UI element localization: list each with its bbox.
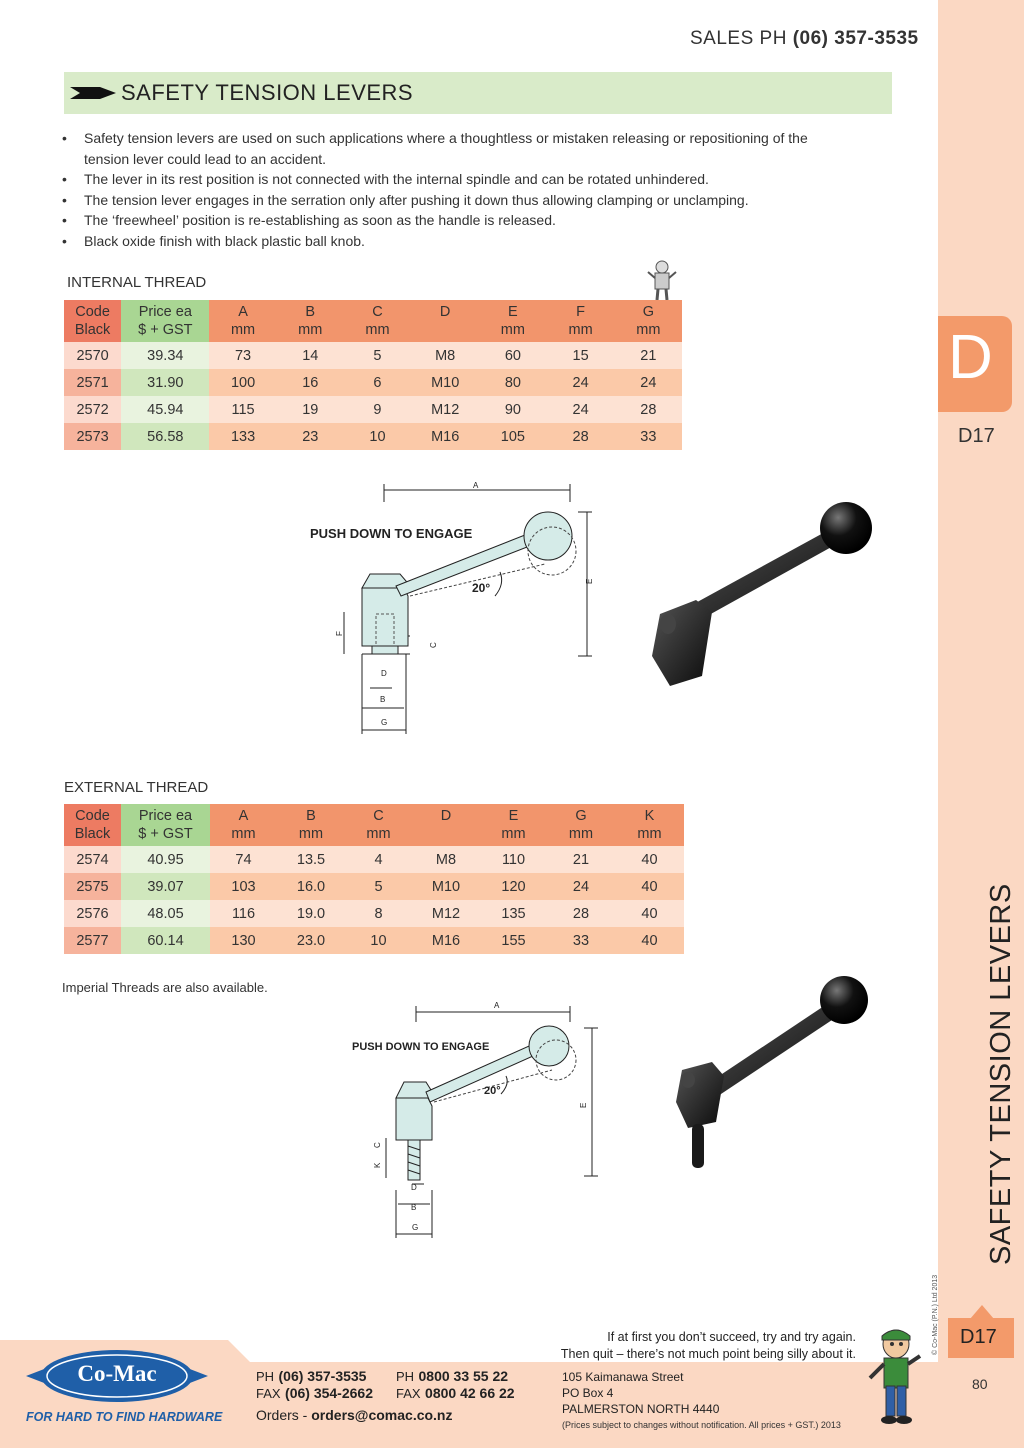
column-header: [344, 300, 411, 342]
mascot-small-icon: [646, 258, 678, 302]
header-unit: mm: [365, 322, 390, 338]
table-cell: 23: [277, 423, 344, 450]
dim-a: A: [473, 481, 479, 490]
header-unit: mm: [298, 322, 323, 338]
tab-pointer: [970, 1305, 994, 1319]
table-cell: M8: [412, 846, 480, 873]
header-label: B: [306, 808, 316, 824]
sales-phone-header: [690, 28, 919, 50]
fax2-label: FAX: [396, 1386, 421, 1401]
column-header: [210, 804, 277, 846]
table-cell: 5: [345, 873, 412, 900]
header-label: A: [238, 304, 248, 320]
feature-item: • The lever in its rest position is not connected with the internal spindle and can be rotated unhindered.: [62, 169, 832, 190]
lever-photo-internal: [640, 496, 880, 696]
logo-text: Co-Mac: [77, 1361, 157, 1386]
column-header: [345, 804, 412, 846]
page-code-bottom: D17: [960, 1326, 997, 1348]
dim-a-2: A: [494, 1001, 500, 1010]
table-cell: M12: [412, 900, 480, 927]
table-cell: 2571: [64, 369, 121, 396]
column-header: [277, 300, 344, 342]
address-line-2: PO Box 4: [562, 1386, 614, 1400]
phone-number: (06) 357-3535: [278, 1368, 367, 1384]
table-cell: 115: [209, 396, 276, 423]
table-cell: 15: [546, 342, 614, 369]
angle-label-2: 20°: [484, 1085, 501, 1097]
header-unit: mm: [298, 826, 324, 842]
dim-b: B: [380, 695, 386, 704]
table-cell: 24: [547, 873, 615, 900]
dim-c-2: C: [373, 1142, 382, 1148]
table-cell: 21: [615, 342, 682, 369]
table-cell: 2576: [64, 900, 121, 927]
table-cell: 31.90: [121, 369, 209, 396]
column-header: [277, 804, 345, 846]
table-cell: 80: [479, 369, 546, 396]
table-cell: 2570: [64, 342, 121, 369]
table-cell: 130: [210, 927, 277, 954]
table-cell: 2577: [64, 927, 121, 954]
header-unit: mm: [230, 322, 256, 338]
dim-g: G: [381, 718, 388, 727]
table-cell: M8: [411, 342, 479, 369]
internal-thread-table: [64, 300, 682, 450]
header-unit: $ + GST: [138, 826, 193, 842]
column-header: [615, 804, 684, 846]
header-unit: mm: [636, 322, 661, 338]
table-cell: M12: [411, 396, 479, 423]
header-unit: $ + GST: [138, 322, 193, 338]
internal-thread-label: INTERNAL THREAD: [67, 274, 207, 291]
push-down-label: PUSH DOWN TO ENGAGE: [310, 526, 473, 541]
column-header: [64, 300, 121, 342]
fax-line-2: [396, 1385, 515, 1403]
header-unit: mm: [501, 826, 526, 842]
table-cell: 14: [277, 342, 344, 369]
table-cell: 155: [480, 927, 547, 954]
header-label: D: [439, 304, 451, 320]
dim-f: F: [335, 631, 344, 636]
feature-item: • Black oxide finish with black plastic ball knob.: [62, 231, 832, 252]
table-cell: 13.5: [277, 846, 345, 873]
feature-item: • The tension lever engages in the serration only after pushing it down thus allowing clamping or unclamping.: [62, 190, 832, 211]
table-cell: 16.0: [277, 873, 345, 900]
internal-thread-diagram: [300, 476, 594, 740]
table-cell: 19.0: [277, 900, 345, 927]
table-cell: 120: [480, 873, 547, 900]
page-title: SAFETY TENSION LEVERS: [121, 80, 414, 105]
page-number: 80: [972, 1376, 988, 1392]
external-thread-diagram: [346, 994, 608, 1240]
table-cell: 24: [546, 396, 614, 423]
external-thread-table: [64, 804, 684, 954]
table-cell: 40: [615, 873, 684, 900]
table-cell: 73: [209, 342, 276, 369]
fax-number: (06) 354-2662: [285, 1385, 373, 1401]
table-cell: 39.07: [121, 873, 210, 900]
header-unit: Black: [74, 322, 111, 338]
table-row: [64, 396, 682, 423]
table-row: [64, 342, 682, 369]
table-cell: 105: [479, 423, 546, 450]
header-unit: Black: [74, 826, 111, 842]
column-header: [411, 300, 479, 342]
quote-line-2: Then quit – there’s not much point being silly about it.: [560, 1347, 856, 1361]
table-cell: 110: [480, 846, 547, 873]
table-cell: 5: [344, 342, 411, 369]
sales-phone: (06) 357-3535: [792, 28, 919, 49]
table-cell: 2572: [64, 396, 121, 423]
quote-line-1: If at first you don’t succeed, try and try again.: [607, 1330, 856, 1344]
column-header: [121, 300, 209, 342]
header-label: C: [372, 304, 383, 320]
table-cell: M16: [412, 927, 480, 954]
table-cell: 116: [210, 900, 277, 927]
orders-label: Orders -: [256, 1407, 312, 1423]
dim-k-2: K: [373, 1162, 382, 1168]
column-header: [412, 804, 480, 846]
table-cell: M10: [412, 873, 480, 900]
header-label: Price ea: [138, 304, 192, 320]
free-fax-number: 0800 42 66 22: [425, 1385, 515, 1401]
dim-d: D: [381, 669, 387, 678]
table-row: [64, 369, 682, 396]
header-label: E: [508, 304, 518, 320]
header-unit: mm: [500, 322, 525, 338]
header-unit: mm: [568, 322, 593, 338]
table-cell: 28: [547, 900, 615, 927]
table-cell: 60.14: [121, 927, 210, 954]
header-unit: mm: [366, 826, 391, 842]
orders-line: [256, 1407, 453, 1425]
table-row: [64, 900, 684, 927]
dim-b-2: B: [411, 1203, 417, 1212]
table-cell: 2575: [64, 873, 121, 900]
section-letter: D: [948, 323, 993, 392]
header-unit: [411, 321, 479, 339]
copyright-text: © Co-Mac (P.N.) Ltd 2013: [932, 1274, 939, 1355]
table-cell: 74: [210, 846, 277, 873]
address-line-1: 105 Kaimanawa Street: [562, 1370, 684, 1384]
address: [562, 1369, 841, 1433]
arrow-icon: [70, 84, 116, 102]
column-header: [615, 300, 682, 342]
address-line-3: PALMERSTON NORTH 4440: [562, 1402, 720, 1416]
column-header: [546, 300, 614, 342]
header-label: E: [508, 808, 519, 824]
header-label: G: [575, 808, 587, 824]
table-cell: M16: [411, 423, 479, 450]
table-cell: 10: [344, 423, 411, 450]
freephone-number: 0800 33 55 22: [418, 1368, 509, 1384]
table-cell: 60: [479, 342, 546, 369]
table-cell: 33: [547, 927, 615, 954]
table-cell: 19: [277, 396, 344, 423]
ph-label: PH: [256, 1369, 275, 1384]
table-cell: 48.05: [121, 900, 210, 927]
table-cell: 6: [344, 369, 411, 396]
header-label: K: [644, 808, 655, 824]
column-header: [209, 300, 276, 342]
table-row: [64, 927, 684, 954]
column-header: [64, 804, 121, 846]
table-cell: 40: [615, 927, 684, 954]
table-cell: 133: [209, 423, 276, 450]
table-row: [64, 423, 682, 450]
table-cell: 24: [546, 369, 614, 396]
dim-c: C: [429, 642, 438, 648]
header-label: Code: [75, 808, 110, 824]
table-cell: 28: [615, 396, 682, 423]
vertical-section-title: SAFETY TENSION LEVERS: [985, 883, 1017, 1265]
header-label: D: [440, 808, 452, 824]
header-label: A: [238, 808, 249, 824]
table-cell: 135: [480, 900, 547, 927]
tagline: FOR HARD TO FIND HARDWARE: [26, 1410, 223, 1424]
fax-line: [256, 1385, 373, 1403]
table-cell: 4: [345, 846, 412, 873]
phone-line: [256, 1368, 366, 1386]
header-label: Price ea: [138, 808, 193, 824]
fax-label: FAX: [256, 1386, 281, 1401]
disclaimer: (Prices subject to changes without notification. All prices + GST.) 2013: [562, 1420, 841, 1430]
table-cell: 103: [210, 873, 277, 900]
column-header: [480, 804, 547, 846]
header-unit: [412, 825, 480, 843]
header-label: F: [576, 304, 586, 320]
table-cell: 8: [345, 900, 412, 927]
table-cell: 40: [615, 846, 684, 873]
feature-list: [62, 128, 832, 252]
table-cell: 39.34: [121, 342, 209, 369]
table-cell: 2574: [64, 846, 121, 873]
table-cell: 2573: [64, 423, 121, 450]
phone-line-2: [396, 1368, 508, 1386]
feature-item: • The ‘freewheel’ position is re-establishing as soon as the handle is released.: [62, 210, 832, 231]
column-header: [121, 804, 210, 846]
header-label: Code: [75, 304, 110, 320]
header-unit: mm: [637, 826, 662, 842]
table-cell: 90: [479, 396, 546, 423]
header-unit: mm: [231, 826, 256, 842]
dim-d-2: D: [411, 1183, 417, 1192]
sales-label: SALES PH: [690, 28, 793, 49]
table-row: [64, 873, 684, 900]
table-cell: 23.0: [277, 927, 345, 954]
header-label: C: [373, 808, 384, 824]
header-unit: mm: [568, 826, 594, 842]
feature-item: • Safety tension levers are used on such applications where a thoughtless or mistaken releasing or repositioning of the tension lever could lead to an accident.: [62, 128, 832, 169]
header-label: G: [642, 304, 654, 320]
external-thread-label: EXTERNAL THREAD: [64, 779, 209, 796]
table-cell: M10: [411, 369, 479, 396]
column-header: [547, 804, 615, 846]
page-code-top: D17: [958, 425, 995, 447]
push-down-label-2: PUSH DOWN TO ENGAGE: [352, 1041, 490, 1053]
table-row: [64, 846, 684, 873]
ph2-label: PH: [396, 1369, 415, 1384]
angle-label: 20°: [472, 581, 491, 595]
dim-g-2: G: [412, 1223, 419, 1232]
table-cell: 24: [615, 369, 682, 396]
imperial-note: Imperial Threads are also available.: [62, 980, 268, 995]
table-cell: 45.94: [121, 396, 209, 423]
table-cell: 16: [277, 369, 344, 396]
lever-photo-external: [660, 972, 880, 1178]
footer-quote: [530, 1329, 856, 1363]
dim-e: E: [585, 578, 594, 584]
table-cell: 9: [344, 396, 411, 423]
column-header: [479, 300, 546, 342]
table-cell: 100: [209, 369, 276, 396]
dim-e-2: E: [579, 1102, 588, 1108]
table-cell: 10: [345, 927, 412, 954]
table-cell: 21: [547, 846, 615, 873]
table-cell: 28: [546, 423, 614, 450]
table-cell: 40: [615, 900, 684, 927]
table-cell: 56.58: [121, 423, 209, 450]
orders-email[interactable]: orders@comac.co.nz: [311, 1407, 453, 1423]
table-cell: 40.95: [121, 846, 210, 873]
header-label: B: [305, 304, 316, 320]
mascot-illustration: [862, 1326, 930, 1430]
table-cell: 33: [615, 423, 682, 450]
